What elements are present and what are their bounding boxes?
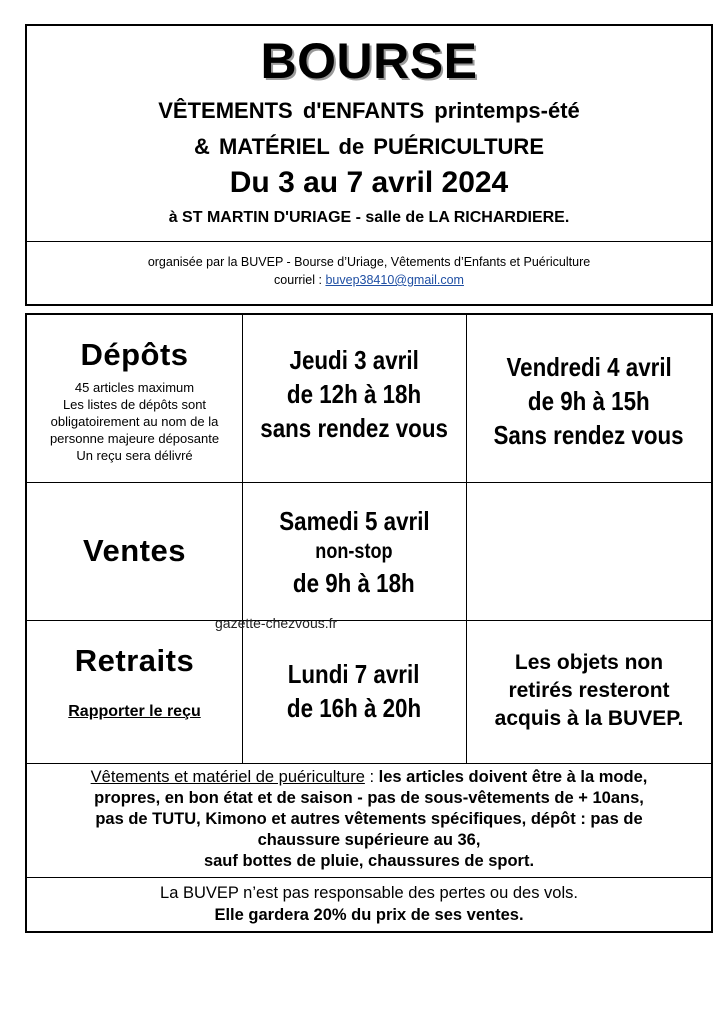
- sales-slot-1-hours: de 9h à 18h: [293, 568, 415, 598]
- deposits-label: Dépôts: [80, 337, 189, 372]
- withdrawals-slot-1: [242, 657, 466, 725]
- rules-heading: Vêtements et matériel de puériculture: [90, 768, 365, 786]
- deposits-note: 45 articles maximum: [74, 380, 195, 395]
- page-title: BOURSE: [260, 33, 478, 89]
- withdrawals-slot-2-line: retirés resteront: [508, 679, 670, 702]
- withdrawals-slot-1-day: Lundi 7 avril: [288, 659, 420, 689]
- deposits-slot-2-day: Vendredi 4 avril: [506, 352, 672, 382]
- withdrawals-cell: [27, 643, 242, 721]
- withdrawals-slot-2-line: Les objets non: [514, 651, 664, 674]
- event-location: à ST MARTIN D'URIAGE - salle de LA RICHARDIERE.: [168, 209, 570, 226]
- sales-cell: [27, 533, 242, 569]
- deposits-slot-1: [242, 343, 466, 445]
- grid-hline-3: [27, 763, 711, 764]
- rules-line: pas de TUTU, Kimono et autres vêtements spécifiques, dépôt : pas de: [95, 810, 643, 828]
- rules-text: [27, 767, 711, 872]
- grid-hline-4: [27, 877, 711, 878]
- deposits-slot-2: [466, 350, 712, 452]
- liability-notice: La BUVEP n’est pas responsable des pertes ou des vols.: [160, 884, 578, 902]
- contact-line: [27, 273, 711, 287]
- rules-line: chaussure supérieure au 36,: [257, 831, 481, 849]
- sales-label: Ventes: [83, 533, 186, 568]
- grid-hline-2: [27, 620, 711, 621]
- deposits-note: Les listes de dépôts sont: [62, 397, 207, 412]
- watermark: gazette-chezvous.fr: [215, 615, 338, 631]
- withdrawals-slot-1-hours: de 16h à 20h: [286, 693, 422, 723]
- rules-line: les articles doivent être à la mode,: [378, 768, 648, 786]
- header-divider: [27, 241, 711, 242]
- subtitle-line-2: & MATÉRIEL de PUÉRICULTURE: [193, 134, 544, 159]
- organizer-text: organisée par la BUVEP - Bourse d’Uriage, Vêtements d’Enfants et Puériculture: [147, 255, 591, 269]
- deposits-slot-2-hours: de 9h à 15h: [528, 386, 650, 416]
- deposits-slot-1-hours: de 12h à 18h: [286, 379, 422, 409]
- deposits-slot-1-day: Jeudi 3 avril: [289, 345, 419, 375]
- withdrawals-label: Retraits: [74, 643, 195, 678]
- deposits-notes: [27, 379, 242, 464]
- event-dates: Du 3 au 7 avril 2024: [229, 166, 509, 199]
- deposits-slot-2-note: Sans rendez vous: [493, 420, 685, 450]
- sales-slot-1-note: non-stop: [315, 540, 393, 563]
- withdrawals-slot-2: [466, 649, 712, 733]
- deposits-note: Un reçu sera délivré: [76, 448, 193, 463]
- deposits-cell: [27, 337, 242, 464]
- deposits-note: personne majeure déposante: [49, 431, 220, 446]
- sales-slot-1-day: Samedi 5 avril: [278, 506, 430, 536]
- schedule-box: [25, 313, 713, 933]
- sales-slot-1: [242, 505, 466, 599]
- header-box: [25, 24, 713, 306]
- rules-separator: :: [364, 768, 379, 786]
- commission-notice: Elle gardera 20% du prix de ses ventes.: [214, 906, 524, 924]
- rules-line: propres, en bon état et de saison - pas de sous-vêtements de + 10ans,: [94, 789, 644, 807]
- deposits-slot-1-note: sans rendez vous: [260, 413, 448, 443]
- withdrawals-note: Rapporter le reçu: [68, 703, 201, 720]
- withdrawals-slot-2-line: acquis à la BUVEP.: [494, 707, 684, 730]
- email-link[interactable]: buvep38410@gmail.com: [325, 273, 464, 287]
- subtitle-line-1: VÊTEMENTS d'ENFANTS printemps-été: [158, 98, 580, 123]
- rules-line: sauf bottes de pluie, chaussures de sport.: [203, 852, 535, 870]
- grid-hline-1: [27, 482, 711, 483]
- deposits-note: obligatoirement au nom de la: [50, 414, 219, 429]
- email-label: courriel :: [274, 273, 322, 287]
